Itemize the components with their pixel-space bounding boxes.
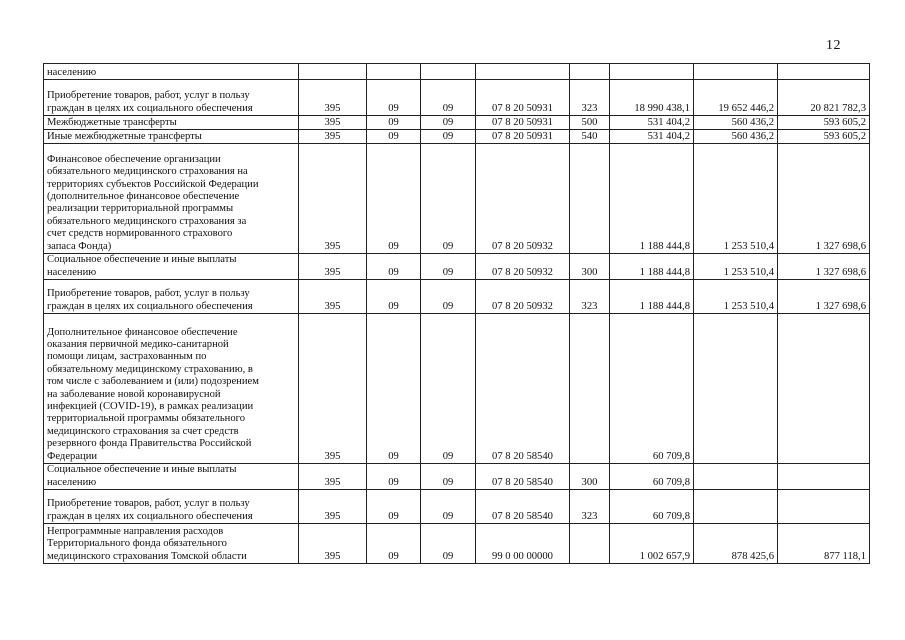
subsection-cell: 09 [421, 130, 476, 144]
subsection-cell: 09 [421, 116, 476, 130]
subsection-cell: 09 [421, 490, 476, 524]
expense-type-cell: 540 [570, 130, 610, 144]
item-name-cell [44, 116, 299, 130]
page-number: 12 [826, 38, 841, 53]
table-row [44, 130, 870, 144]
section-cell: 09 [367, 116, 421, 130]
subsection-cell: 09 [421, 464, 476, 490]
item-name-line: резервного фонда Правительства Российской [47, 438, 252, 450]
item-name-line: счет средств нормированного страхового [47, 228, 233, 240]
amount-year3-cell [778, 490, 870, 524]
item-name-cell [44, 130, 299, 144]
item-name-cell [44, 524, 299, 564]
subsection-cell: 09 [421, 314, 476, 464]
item-name-line: обязательного медицинского страхования на [47, 166, 248, 178]
amount-year1-cell [610, 64, 694, 80]
expense-type-cell [570, 64, 610, 80]
expense-type-cell: 300 [570, 464, 610, 490]
admin-code-cell: 395 [299, 116, 367, 130]
item-name-line: Федерации [47, 450, 98, 462]
item-name-line: населению [47, 266, 97, 278]
expense-type-cell: 500 [570, 116, 610, 130]
item-name-line: населению [47, 66, 97, 78]
section-cell: 09 [367, 280, 421, 314]
expense-type-cell: 323 [570, 80, 610, 116]
item-name-line: оказания первичной медико-санитарной [47, 338, 229, 350]
amount-year1-cell: 1 188 444,8 [610, 144, 694, 254]
item-name-cell [44, 280, 299, 314]
section-cell: 09 [367, 130, 421, 144]
item-name-cell [44, 144, 299, 254]
amount-year3-cell: 1 327 698,6 [778, 254, 870, 280]
amount-year2-cell: 878 425,6 [694, 524, 778, 564]
item-name-line: Непрограммные направления расходов [47, 525, 224, 537]
item-name-line: реализации территориальной программы [47, 203, 234, 215]
amount-year1-cell: 531 404,2 [610, 116, 694, 130]
admin-code-cell: 395 [299, 144, 367, 254]
amount-year1-cell: 60 709,8 [610, 464, 694, 490]
target-article-cell: 07 8 20 50931 [476, 116, 570, 130]
subsection-cell: 09 [421, 254, 476, 280]
section-cell: 09 [367, 144, 421, 254]
item-name-line: Социальное обеспечение и иные выплаты [47, 464, 237, 476]
subsection-cell: 09 [421, 524, 476, 564]
item-name-cell [44, 464, 299, 490]
table-row [44, 524, 870, 564]
section-cell: 09 [367, 464, 421, 490]
amount-year2-cell [694, 314, 778, 464]
table-row [44, 490, 870, 524]
subsection-cell: 09 [421, 144, 476, 254]
item-name-line: медицинского страхования за счет средств [47, 425, 239, 437]
expense-type-cell [570, 524, 610, 564]
subsection-cell: 09 [421, 280, 476, 314]
target-article-cell: 07 8 20 50931 [476, 80, 570, 116]
section-cell: 09 [367, 314, 421, 464]
target-article-cell: 07 8 20 50932 [476, 254, 570, 280]
admin-code-cell [299, 64, 367, 80]
admin-code-cell: 395 [299, 130, 367, 144]
subsection-cell: 09 [421, 80, 476, 116]
item-name-line: медицинского страхования Томской области [47, 550, 247, 562]
expense-type-cell: 323 [570, 280, 610, 314]
section-cell: 09 [367, 524, 421, 564]
amount-year1-cell: 1 188 444,8 [610, 254, 694, 280]
item-name-line: Приобретение товаров, работ, услуг в пользу [47, 288, 250, 300]
amount-year3-cell [778, 314, 870, 464]
item-name-line: населению [47, 476, 97, 488]
admin-code-cell: 395 [299, 490, 367, 524]
amount-year2-cell: 560 436,2 [694, 130, 778, 144]
item-name-line: граждан в целях их социального обеспечения [47, 300, 253, 312]
item-name-line: обязательного медицинского страхования за [47, 215, 247, 227]
item-name-cell [44, 80, 299, 116]
table-row [44, 144, 870, 254]
item-name-line: граждан в целях их социального обеспечения [47, 510, 253, 522]
item-name-line: территориальной программы обязательного [47, 413, 246, 425]
admin-code-cell: 395 [299, 80, 367, 116]
admin-code-cell: 395 [299, 524, 367, 564]
expense-type-cell [570, 144, 610, 254]
target-article-cell: 99 0 00 00000 [476, 524, 570, 564]
item-name-line: запаса Фонда) [47, 240, 112, 252]
amount-year2-cell: 19 652 446,2 [694, 80, 778, 116]
item-name-line: помощи лицам, застрахованным по [47, 351, 207, 363]
amount-year3-cell [778, 64, 870, 80]
item-name-cell [44, 254, 299, 280]
table-row [44, 280, 870, 314]
item-name-line: том числе с заболеванием и (или) подозрением [47, 376, 259, 388]
item-name-cell [44, 490, 299, 524]
item-name-line: Приобретение товаров, работ, услуг в пользу [47, 498, 250, 510]
amount-year1-cell: 60 709,8 [610, 490, 694, 524]
amount-year2-cell: 1 253 510,4 [694, 254, 778, 280]
expense-type-cell: 300 [570, 254, 610, 280]
item-name-line: Межбюджетные трансферты [47, 116, 177, 128]
subsection-cell [421, 64, 476, 80]
item-name-line: обязательному медицинскому страхованию, в [47, 363, 253, 375]
item-name-line: Приобретение товаров, работ, услуг в пользу [47, 90, 250, 102]
table-row [44, 314, 870, 464]
item-name-line: (дополнительное финансовое обеспечение [47, 190, 240, 202]
item-name-line: граждан в целях их социального обеспечения [47, 102, 253, 114]
target-article-cell: 07 8 20 50932 [476, 280, 570, 314]
section-cell: 09 [367, 254, 421, 280]
target-article-cell [476, 64, 570, 80]
amount-year3-cell: 20 821 782,3 [778, 80, 870, 116]
amount-year1-cell: 1 002 657,9 [610, 524, 694, 564]
amount-year2-cell [694, 490, 778, 524]
item-name-cell [44, 64, 299, 80]
target-article-cell: 07 8 20 50931 [476, 130, 570, 144]
item-name-line: Финансовое обеспечение организации [47, 153, 221, 165]
item-name-line: инфекцией (COVID-19), в рамках реализации [47, 400, 254, 412]
amount-year3-cell: 1 327 698,6 [778, 280, 870, 314]
item-name-line: Территориального фонда обязательного [47, 538, 227, 550]
item-name-line: территориях субъектов Российской Федерации [47, 178, 259, 190]
item-name-line: Дополнительное финансовое обеспечение [47, 326, 238, 338]
amount-year2-cell: 560 436,2 [694, 116, 778, 130]
amount-year1-cell: 1 188 444,8 [610, 280, 694, 314]
table-row [44, 64, 870, 80]
table-row [44, 464, 870, 490]
table-body [44, 64, 870, 564]
amount-year1-cell: 531 404,2 [610, 130, 694, 144]
amount-year3-cell: 877 118,1 [778, 524, 870, 564]
expense-type-cell [570, 314, 610, 464]
target-article-cell: 07 8 20 58540 [476, 314, 570, 464]
amount-year3-cell: 1 327 698,6 [778, 144, 870, 254]
admin-code-cell: 395 [299, 254, 367, 280]
amount-year2-cell [694, 464, 778, 490]
admin-code-cell: 395 [299, 314, 367, 464]
target-article-cell: 07 8 20 58540 [476, 490, 570, 524]
section-cell: 09 [367, 80, 421, 116]
amount-year1-cell: 60 709,8 [610, 314, 694, 464]
amount-year2-cell [694, 64, 778, 80]
item-name-line: Иные межбюджетные трансферты [47, 130, 202, 142]
table-row [44, 116, 870, 130]
target-article-cell: 07 8 20 58540 [476, 464, 570, 490]
expense-type-cell: 323 [570, 490, 610, 524]
amount-year1-cell: 18 990 438,1 [610, 80, 694, 116]
admin-code-cell: 395 [299, 280, 367, 314]
item-name-cell [44, 314, 299, 464]
table-row [44, 254, 870, 280]
amount-year2-cell: 1 253 510,4 [694, 280, 778, 314]
budget-table [43, 63, 870, 564]
item-name-line: на заболевание новой коронавирусной [47, 388, 221, 400]
target-article-cell: 07 8 20 50932 [476, 144, 570, 254]
section-cell [367, 64, 421, 80]
item-name-line: Социальное обеспечение и иные выплаты [47, 254, 237, 266]
admin-code-cell: 395 [299, 464, 367, 490]
section-cell: 09 [367, 490, 421, 524]
amount-year3-cell: 593 605,2 [778, 130, 870, 144]
amount-year3-cell [778, 464, 870, 490]
table-row [44, 80, 870, 116]
amount-year2-cell: 1 253 510,4 [694, 144, 778, 254]
amount-year3-cell: 593 605,2 [778, 116, 870, 130]
